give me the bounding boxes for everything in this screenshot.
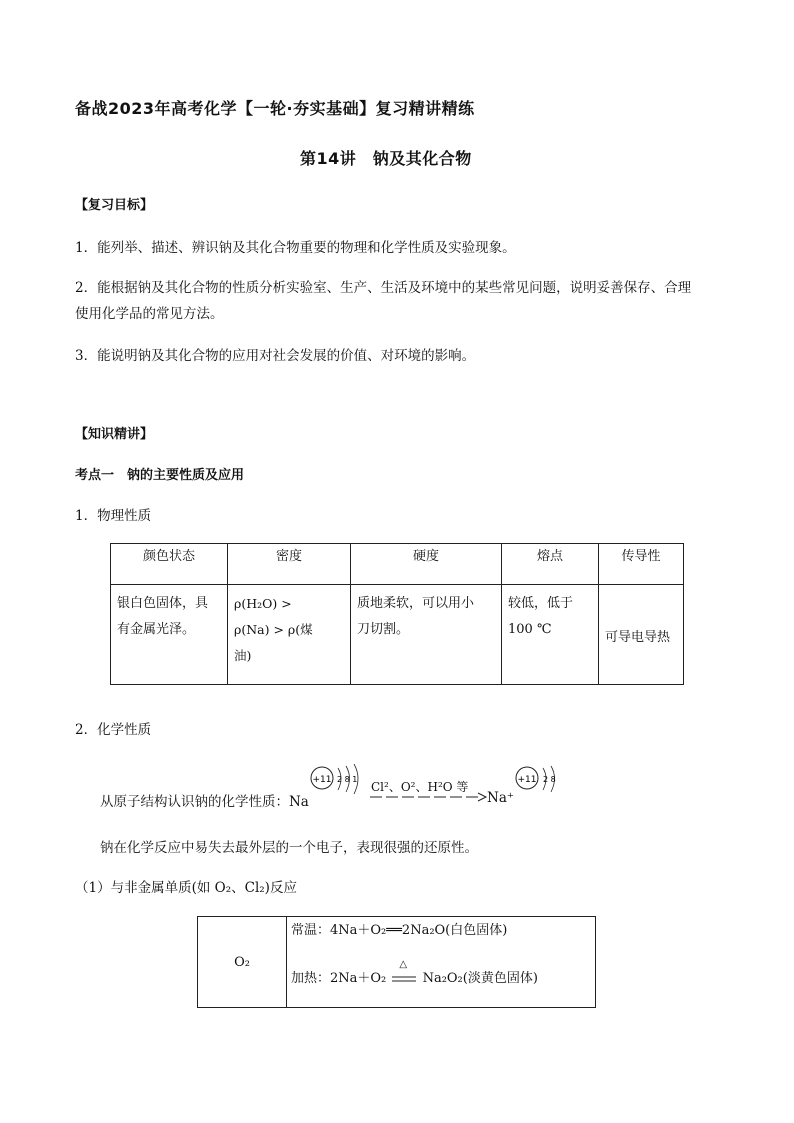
structure-prefix: 从原子结构认识钠的化学性质：Na xyxy=(100,794,309,810)
section-physical-properties: 1．物理性质 xyxy=(75,508,152,524)
ion-shell-counts: 2 8 xyxy=(543,775,556,784)
heating-condition: △ xyxy=(399,959,408,970)
goal-item-3: 3．能说明钠及其化合物的应用对社会发展的价值、对环境的影响。 xyxy=(75,348,476,364)
room-temp-reaction: 常温：4Na＋O₂══2Na₂O(白色固体) xyxy=(291,923,508,938)
lecture-title: 第14讲 钠及其化合物 xyxy=(300,149,472,168)
header-melting-point: 熔点 xyxy=(502,544,599,585)
reaction-product: Na⁺ xyxy=(487,790,514,806)
cell-density: ρ(H₂O) > ρ(Na) > ρ(煤 油) xyxy=(228,585,351,685)
cell-conductivity: 可导电导热 xyxy=(599,585,684,685)
reducibility-summary: 钠在化学反应中易失去最外层的一个电子，表现很强的还原性。 xyxy=(100,840,478,856)
goals-heading: 【复习目标】 xyxy=(75,198,154,213)
header-hardness: 硬度 xyxy=(351,544,502,585)
o2-reaction-table xyxy=(197,916,596,1008)
na-ion-structure xyxy=(513,764,565,804)
cell-o2-reactions xyxy=(287,917,596,1008)
goal-item-2-line-1: 2．能根据钠及其化合物的性质分析实验室、生产、生活及环境中的某些常见问题，说明妥善保存、合理 xyxy=(75,280,692,296)
section-chemical-properties: 2．化学性质 xyxy=(75,722,152,738)
cell-color-state: 银白色固体，具 有金属光泽。 xyxy=(111,585,228,685)
na-nucleus-label: +11 xyxy=(312,775,332,785)
cell-hardness: 质地柔软，可以用小 刀切割。 xyxy=(351,585,502,685)
table-header-row xyxy=(111,544,684,585)
header-density: 密度 xyxy=(228,544,351,585)
reaction-arrow xyxy=(368,790,488,804)
cell-melting-point: 较低，低于 100 ℃ xyxy=(502,585,599,685)
knowledge-heading: 【知识精讲】 xyxy=(75,427,154,442)
main-title: 备战2023年高考化学【一轮·夯实基础】复习精讲精练 xyxy=(75,99,475,118)
reaction-reagents: Cl²、O²、H²O 等 xyxy=(371,780,469,794)
goal-item-2-line-2: 使用化学品的常见方法。 xyxy=(75,306,224,322)
point-1-heading: 考点一 钠的主要性质及应用 xyxy=(75,468,245,483)
physical-properties-table xyxy=(110,543,684,685)
heating-reaction: 加热：2Na＋O₂ △ Na₂O₂(淡黄色固体) xyxy=(291,959,538,986)
header-color-state: 颜色状态 xyxy=(111,544,228,585)
ion-nucleus-label: +11 xyxy=(517,775,537,785)
na-atom-structure xyxy=(308,764,368,804)
cell-o2: O₂ xyxy=(198,917,287,1008)
subsection-nonmetal-reaction: （1）与非金属单质(如 O₂、Cl₂)反应 xyxy=(75,880,297,896)
goal-item-1: 1．能列举、描述、辨识钠及其化合物重要的物理和化学性质及实验现象。 xyxy=(75,240,516,256)
header-conductivity: 传导性 xyxy=(599,544,684,585)
table-body-row xyxy=(111,585,684,685)
na-shell-counts: 2 8 1 xyxy=(337,775,358,784)
